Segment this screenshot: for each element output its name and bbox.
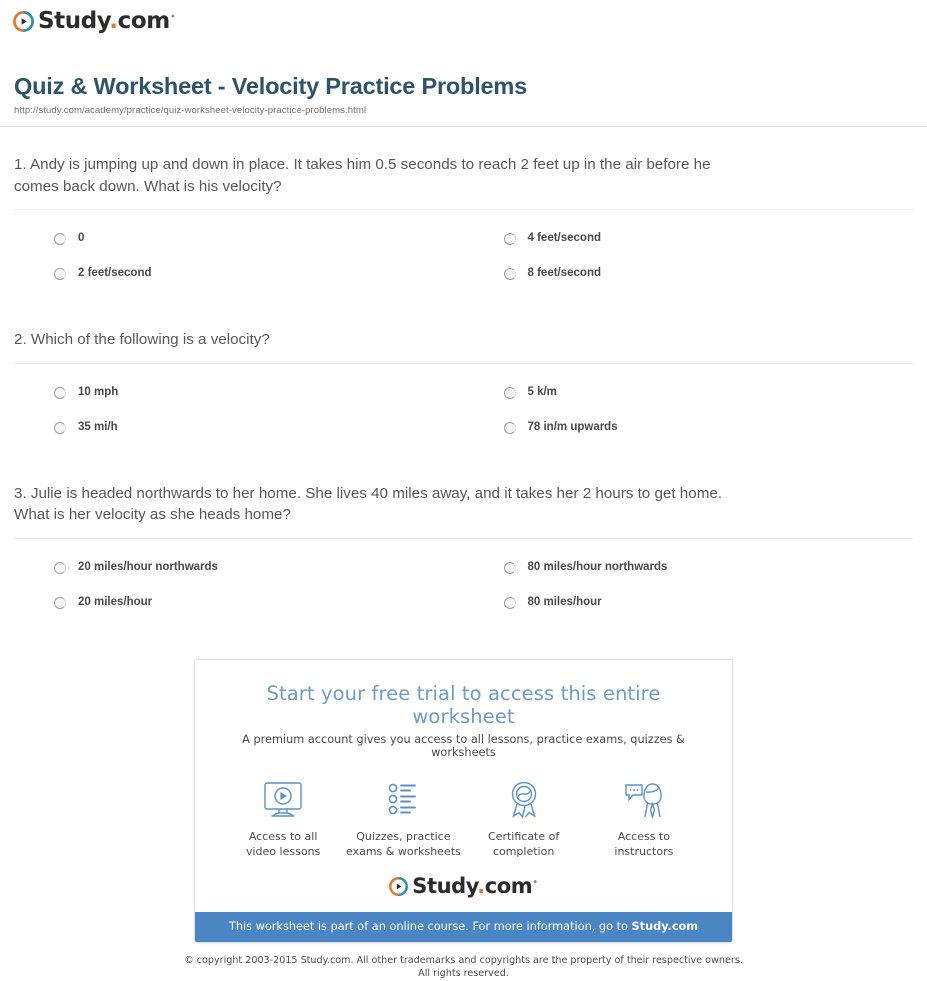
studycom-logo[interactable] (13, 10, 175, 33)
free-trial-card (194, 659, 733, 943)
logo-text-study: Study (412, 873, 478, 898)
feature-item-certificate (464, 777, 584, 860)
answer-option[interactable] (464, 421, 914, 456)
logo-text-dot: . (477, 873, 485, 898)
question-block (14, 127, 913, 302)
feature-label-line2: video lessons (245, 844, 321, 858)
logo-text-com: com (117, 8, 170, 34)
answer-option[interactable] (14, 561, 464, 596)
logo-wordmark (412, 873, 538, 898)
feature-label-line2: completion (492, 844, 555, 858)
radio-button-icon[interactable] (54, 422, 66, 434)
radio-button-icon[interactable] (54, 562, 66, 574)
radio-button-icon[interactable] (504, 233, 516, 245)
answer-option[interactable] (464, 232, 914, 267)
answer-label: 80 miles/hour northwards (527, 560, 668, 573)
promo-subtitle: A premium account gives you access to all lessons, practice exams, quizzes & worksheets (242, 732, 685, 759)
answer-option[interactable] (464, 561, 914, 596)
worksheet-header (0, 37, 927, 116)
question-block (14, 456, 913, 631)
answer-option[interactable] (14, 267, 464, 302)
radio-button-icon[interactable] (504, 597, 516, 609)
question-text: 3. Julie is headed northwards to her home. She lives 40 miles away, and it takes her 2 hours to get home. What is her velocity as she heads home? (14, 484, 723, 524)
answer-label: 20 miles/hour (78, 595, 153, 608)
answer-label: 0 (78, 232, 85, 245)
radio-button-icon[interactable] (54, 268, 66, 280)
promo-studycom-logo[interactable] (215, 860, 712, 912)
instructor-chat-icon (584, 777, 704, 823)
award-ribbon-icon (464, 777, 584, 823)
radio-button-icon[interactable] (504, 562, 516, 574)
quiz-body (0, 127, 927, 631)
feature-label (464, 830, 584, 860)
play-circle-icon (13, 11, 34, 32)
monitor-play-icon (223, 777, 343, 823)
answer-option[interactable] (14, 232, 464, 267)
feature-label-line1: Certificate of (488, 829, 560, 843)
feature-label-line2: exams & worksheets (346, 844, 461, 858)
radio-button-icon[interactable] (504, 422, 516, 434)
answer-option[interactable] (464, 267, 914, 302)
answer-label: 4 feet/second (527, 232, 601, 245)
feature-label-line1: Access to (617, 829, 670, 843)
logo-text-study: Study (38, 8, 110, 34)
question-text: 1. Andy is jumping up and down in place. It takes him 0.5 seconds to reach 2 feet up in the air before he comes back down. What is his velocity? (14, 156, 711, 195)
site-header (0, 0, 927, 37)
logo-text-dot: . (109, 8, 118, 34)
answer-label: 2 feet/second (78, 267, 152, 280)
copyright-line-2: All rights reserved. (418, 968, 509, 980)
answer-label: 5 k/m (527, 385, 557, 398)
copyright-footer (0, 943, 927, 981)
answer-label: 80 miles/hour (527, 595, 602, 608)
answer-label: 10 mph (78, 385, 119, 398)
answer-list (14, 210, 913, 302)
question-block (14, 302, 913, 456)
promo-section (0, 659, 927, 943)
feature-item-quizzes (343, 777, 463, 860)
logo-text-com: com (484, 873, 533, 898)
answer-label: 8 feet/second (527, 267, 601, 280)
answer-label: 20 miles/hour northwards (78, 560, 218, 573)
feature-item-video-lessons (223, 777, 343, 860)
checklist-icon (343, 777, 463, 823)
logo-trademark: • (169, 11, 176, 23)
answer-option[interactable] (464, 596, 914, 631)
feature-label-line1: Access to all (248, 829, 318, 843)
feature-list (215, 775, 712, 860)
radio-button-icon[interactable] (54, 387, 66, 399)
page-title: Quiz & Worksheet - Velocity Practice Problems (14, 73, 527, 99)
feature-label (223, 830, 343, 860)
answer-list (14, 539, 913, 631)
copyright-line-1: © copyright 2003-2015 Study.com. All other trademarks and copyrights are the property of their respective owners. (184, 954, 743, 966)
answer-option[interactable] (14, 386, 464, 421)
logo-wordmark (38, 10, 175, 33)
promo-title: Start your free trial to access this entire worksheet (266, 681, 661, 728)
radio-button-icon[interactable] (504, 387, 516, 399)
radio-button-icon[interactable] (54, 597, 66, 609)
radio-button-icon[interactable] (504, 268, 516, 280)
feature-label (343, 830, 463, 860)
answer-label: 35 mi/h (78, 420, 118, 433)
answer-option[interactable] (464, 386, 914, 421)
answer-list (14, 364, 913, 456)
promo-footer-bar (195, 912, 732, 942)
promo-bar-link[interactable]: Study.com (631, 919, 699, 933)
feature-item-instructors (584, 777, 704, 860)
play-circle-icon (389, 877, 408, 896)
page-url: http://study.com/academy/practice/quiz-worksheet-velocity-practice-problems.html (14, 105, 367, 116)
feature-label-line1: Quizzes, practice (356, 829, 451, 843)
promo-bar-text: This worksheet is part of an online course. For more information, go to (228, 919, 632, 933)
feature-label (584, 830, 704, 860)
answer-label: 78 in/m upwards (527, 420, 618, 433)
answer-option[interactable] (14, 421, 464, 456)
feature-label-line2: instructors (614, 844, 674, 858)
logo-trademark: • (532, 876, 538, 888)
radio-button-icon[interactable] (54, 233, 66, 245)
answer-option[interactable] (14, 596, 464, 631)
promo-body (195, 660, 732, 912)
question-text: 2. Which of the following is a velocity? (14, 331, 270, 349)
